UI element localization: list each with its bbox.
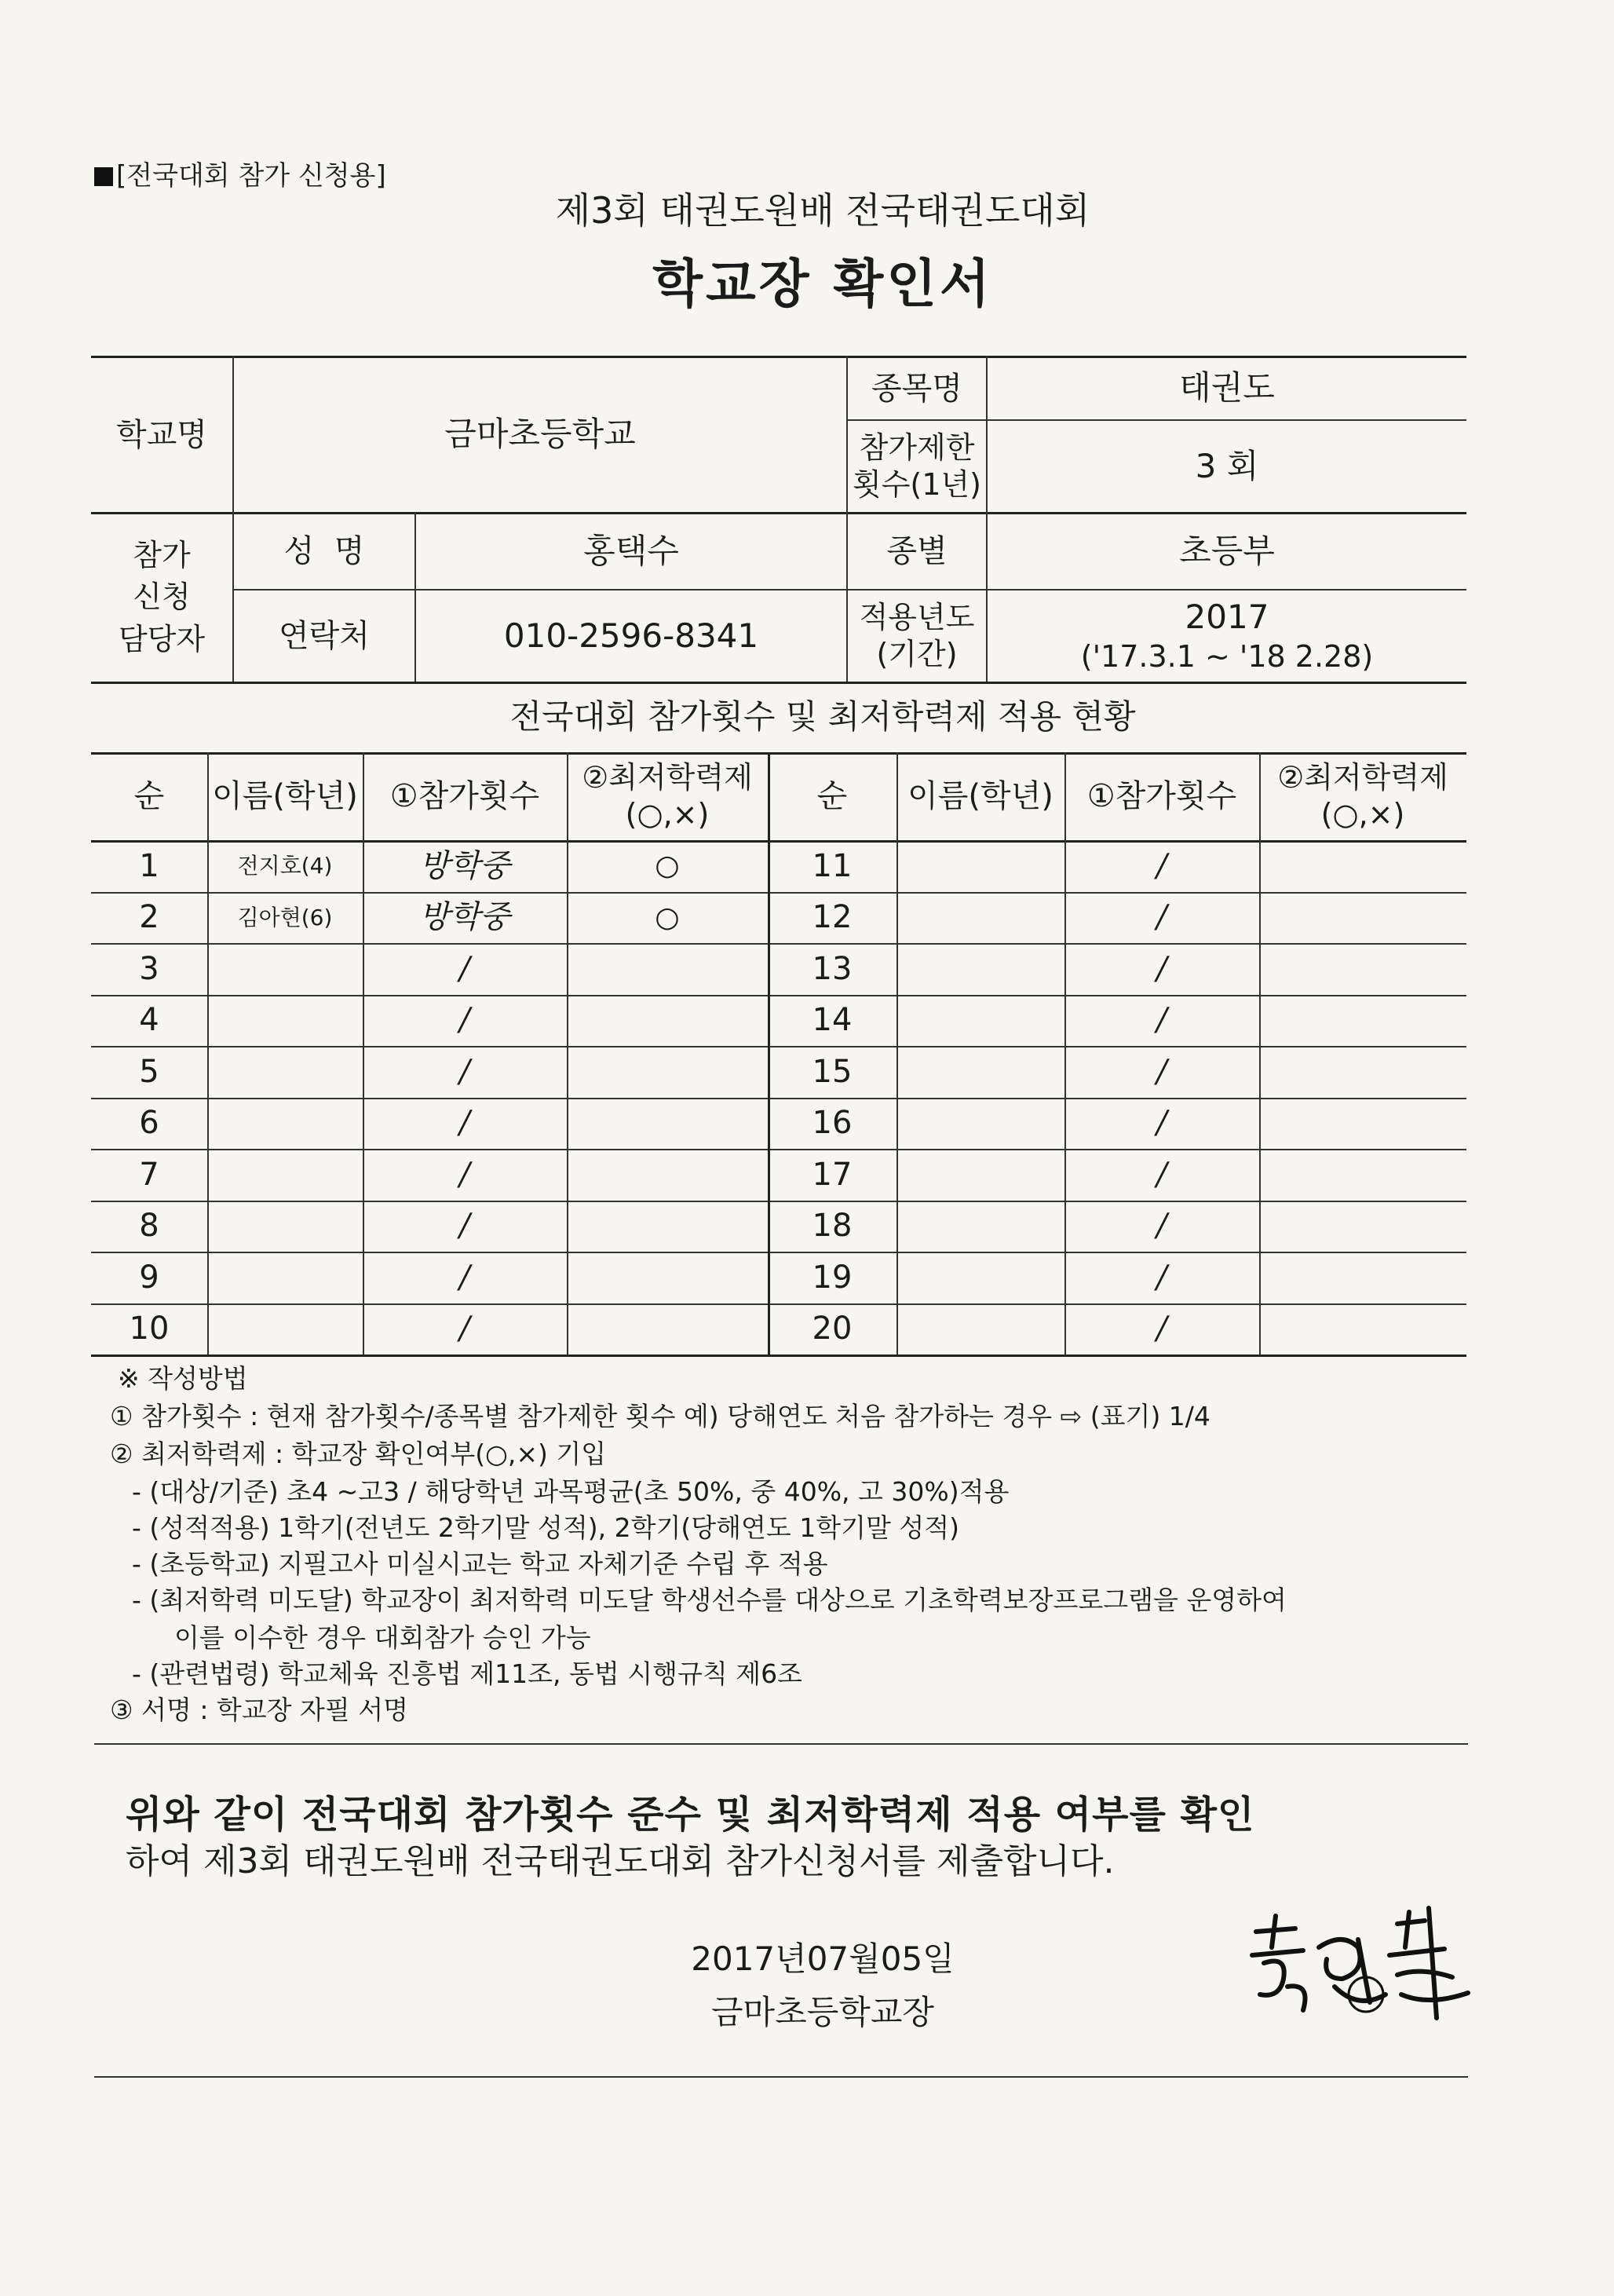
- doc-tag: [전국대회 참가 신청용]: [94, 154, 386, 192]
- school-label: 학교명: [116, 416, 207, 453]
- header-grade: [567, 752, 768, 840]
- row-count: /: [459, 1053, 470, 1090]
- row-number: 9: [139, 1259, 159, 1296]
- manager-label-line1: 참가: [133, 538, 191, 573]
- row-count: /: [459, 1105, 470, 1142]
- row-count: /: [1156, 1002, 1167, 1039]
- row-name: [207, 995, 363, 1047]
- statement-line1: 위와 같이 전국대회 참가횟수 준수 및 최저학력제 적용 여부를 확인: [126, 1793, 1255, 1837]
- row-number: 17: [812, 1156, 853, 1193]
- limit-label-line1: 참가제한: [859, 430, 975, 465]
- row-number: 8: [139, 1208, 159, 1245]
- limit-value: 3 회: [1195, 446, 1259, 485]
- row-number: 2: [139, 899, 159, 936]
- header-name: 이름(학년): [212, 778, 358, 814]
- note-line: - (관련법령) 학교체육 진흥법 제11조, 동법 시행규칙 제6조: [132, 1658, 802, 1689]
- date: 2017년07월05일: [691, 1940, 955, 1978]
- row-grade: [567, 1149, 768, 1201]
- header-no: 순: [816, 778, 848, 814]
- row-number: 10: [129, 1311, 170, 1347]
- row-grade: [1259, 1046, 1466, 1098]
- row-grade: [567, 1252, 768, 1303]
- table-line: [91, 1355, 1466, 1357]
- manager-label: [91, 514, 232, 682]
- row-name: [207, 1098, 363, 1150]
- signature-icon: [1240, 1900, 1492, 2034]
- row-number: 18: [812, 1208, 853, 1245]
- year-label-line1: 적용년도: [859, 599, 975, 634]
- row-number: 20: [812, 1311, 853, 1347]
- row-count: 방학중: [419, 899, 510, 936]
- row-count: /: [1156, 1311, 1167, 1347]
- limit-label-line2: 횟수(1년): [853, 467, 981, 502]
- row-number: 5: [139, 1053, 159, 1090]
- row-grade: [1259, 1149, 1466, 1201]
- header-grade-line2: (○,×): [625, 797, 710, 832]
- row-name: [896, 1149, 1064, 1201]
- row-grade: ○: [655, 850, 680, 883]
- manager-label-line3: 담당자: [118, 621, 206, 656]
- row-count: /: [459, 1002, 470, 1039]
- category-value: 초등부: [1179, 531, 1275, 570]
- row-name: [896, 1252, 1064, 1303]
- row-name: [207, 943, 363, 995]
- note-line: - (성적적용) 1학기(전년도 2학기말 성적), 2학기(당해연도 1학기말 성적): [132, 1512, 960, 1543]
- row-count: /: [1156, 950, 1167, 987]
- row-number: 13: [812, 950, 853, 987]
- row-count: /: [459, 1259, 470, 1296]
- note-line: ③ 서명 : 학교장 자필 서명: [110, 1695, 409, 1725]
- row-grade: [1259, 1252, 1466, 1303]
- header-grade-line2: (○,×): [1320, 797, 1405, 832]
- notes-divider: [94, 1743, 1468, 1745]
- row-name: [896, 995, 1064, 1047]
- note-line: - (초등학교) 지필고사 미실시교는 학교 자체기준 수립 후 적용: [132, 1548, 828, 1579]
- row-number: 1: [139, 847, 159, 884]
- row-count: /: [459, 950, 470, 987]
- row-name: [207, 1303, 363, 1355]
- category-label: 종별: [886, 533, 948, 569]
- row-name: 전지호(4): [237, 853, 333, 879]
- row-grade: [1259, 1201, 1466, 1252]
- row-count: /: [1156, 1105, 1167, 1142]
- row-grade: [567, 1046, 768, 1098]
- row-grade: ○: [655, 901, 680, 934]
- row-grade: [1259, 840, 1466, 892]
- row-name: 김아현(6): [237, 904, 333, 930]
- row-name: [896, 1303, 1064, 1355]
- year-period: ('17.3.1 ~ '18 2.28): [1080, 638, 1374, 674]
- principal: 금마초등학교장: [710, 1993, 934, 2031]
- row-grade: [567, 995, 768, 1047]
- row-number: 4: [139, 1002, 159, 1039]
- principal-signature: [1240, 1900, 1492, 2034]
- year-value-cell: [988, 590, 1466, 682]
- row-number: 11: [812, 847, 853, 884]
- row-count: 방학중: [419, 847, 510, 884]
- limit-label: [848, 421, 986, 512]
- note-line: ② 최저학력제 : 학교장 확인여부(○,×) 기입: [110, 1439, 607, 1469]
- row-number: 15: [812, 1053, 853, 1090]
- row-count: /: [1156, 1053, 1167, 1090]
- row-grade: [1259, 943, 1466, 995]
- note-line: - (최저학력 미도달) 학교장이 최저학력 미도달 학생선수를 대상으로 기초학력보장프로그램을 운영하여: [132, 1585, 1287, 1615]
- row-number: 16: [812, 1105, 853, 1142]
- header-grade-line1: ②최저학력제: [582, 759, 753, 795]
- row-count: /: [1156, 1208, 1167, 1245]
- name-value: 홍택수: [583, 531, 679, 570]
- header-no: 순: [133, 778, 165, 814]
- row-grade: [1259, 995, 1466, 1047]
- row-count: /: [459, 1311, 470, 1347]
- row-name: [896, 840, 1064, 892]
- status-title: 전국대회 참가횟수 및 최저학력제 적용 현황: [509, 697, 1136, 736]
- year-value: 2017: [1185, 598, 1269, 636]
- row-count: /: [459, 1208, 470, 1245]
- row-number: 19: [812, 1259, 853, 1296]
- row-grade: [567, 943, 768, 995]
- row-grade: [567, 1303, 768, 1355]
- row-name: [207, 1252, 363, 1303]
- contact-value: 010-2596-8341: [503, 616, 759, 655]
- school-name: 금마초등학교: [444, 415, 636, 454]
- header-count: ①참가횟수: [1086, 778, 1237, 814]
- row-number: 14: [812, 1002, 853, 1039]
- sport-value: 태권도: [1179, 368, 1275, 408]
- row-name: [207, 1149, 363, 1201]
- row-name: [207, 1201, 363, 1252]
- manager-label-line2: 신청: [133, 579, 191, 615]
- row-name: [896, 1201, 1064, 1252]
- row-grade: [1259, 1098, 1466, 1150]
- note-line: - (대상/기준) 초4 ~고3 / 해당학년 과목평균(초 50%, 중 40%, 고 30%)적용: [132, 1476, 1010, 1507]
- row-grade: [567, 1201, 768, 1252]
- name-label: 성 명: [283, 533, 365, 569]
- row-grade: [1259, 892, 1466, 944]
- event-title: 제3회 태권도원배 전국태권도대회: [555, 189, 1090, 232]
- row-name: [896, 943, 1064, 995]
- row-count: /: [459, 1156, 470, 1193]
- page-title: 학교장 확인서: [652, 254, 993, 314]
- row-grade: [1259, 1303, 1466, 1355]
- notes-heading: ※ 작성방법: [118, 1363, 248, 1394]
- row-count: /: [1156, 899, 1167, 936]
- row-number: 7: [139, 1156, 159, 1193]
- row-grade: [567, 1098, 768, 1150]
- row-number: 3: [139, 950, 159, 987]
- note-line: ① 참가횟수 : 현재 참가횟수/종목별 참가제한 횟수 예) 당해연도 처음 참가하는 경우 ⇨ (표기) 1/4: [110, 1401, 1210, 1431]
- header-grade: [1259, 752, 1466, 840]
- header-name: 이름(학년): [907, 778, 1053, 814]
- row-number: 6: [139, 1105, 159, 1142]
- contact-label: 연락처: [279, 618, 370, 654]
- row-count: /: [1156, 1259, 1167, 1296]
- bottom-divider: [94, 2076, 1468, 2078]
- row-number: 12: [812, 899, 853, 936]
- row-count: /: [1156, 847, 1167, 884]
- header-grade-line1: ②최저학력제: [1277, 759, 1448, 795]
- row-count: /: [1156, 1156, 1167, 1193]
- header-count: ①참가횟수: [389, 778, 540, 814]
- row-name: [896, 892, 1064, 944]
- sport-label: 종목명: [871, 370, 962, 407]
- statement-line2: 하여 제3회 태권도원배 전국태권도대회 참가신청서를 제출합니다.: [126, 1841, 1115, 1881]
- year-label-line2: (기간): [876, 637, 958, 671]
- year-label: [848, 590, 986, 682]
- note-line: 이를 이수한 경우 대회참가 승인 가능: [174, 1622, 591, 1653]
- row-name: [207, 1046, 363, 1098]
- row-name: [896, 1046, 1064, 1098]
- row-name: [896, 1098, 1064, 1150]
